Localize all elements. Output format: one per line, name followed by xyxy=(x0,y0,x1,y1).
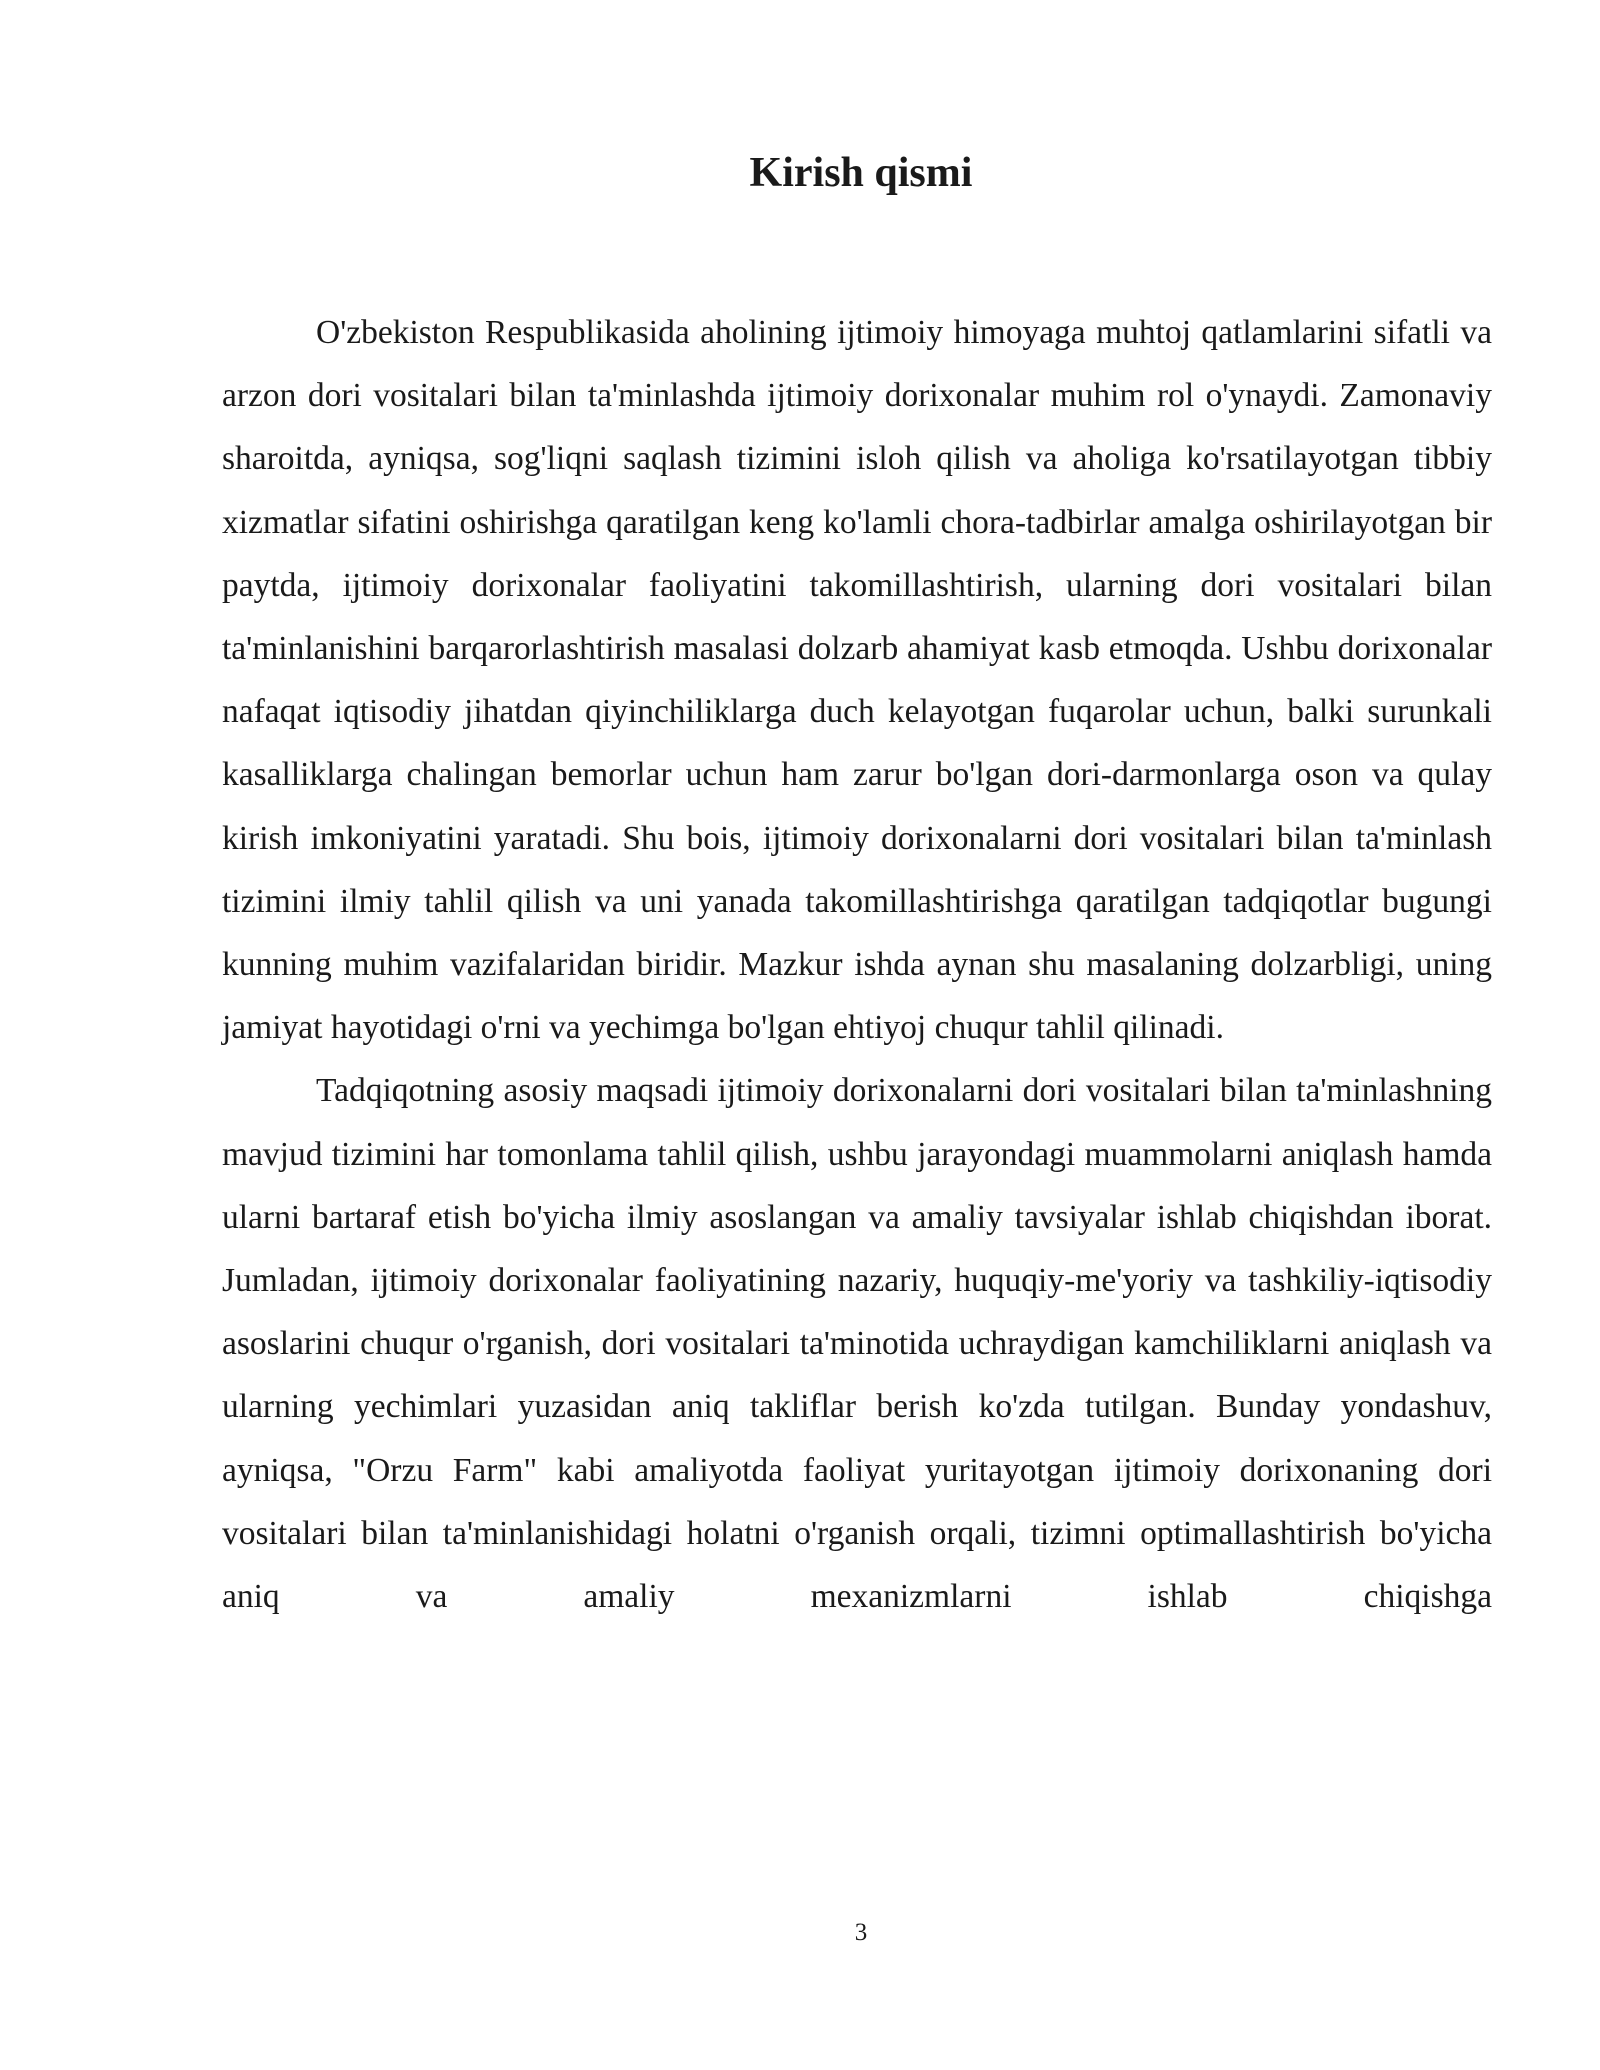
page-title: Kirish qismi xyxy=(749,150,973,196)
body-text xyxy=(222,301,1492,1628)
page-number: 3 xyxy=(854,1919,868,1946)
paragraph-intro: O'zbekiston Respublikasida aholining ijtimoiy himoyaga muhtoj qatlamlarini sifatli va arzon dori vositalari bilan ta'minlashda ijtimoiy dorixonalar muhim rol o'ynaydi. Zamonaviy sharoitda, ayniqsa, sog'liqni saqlash tizimini isloh qilish va aholiga ko'rsatilayotgan tibbiy xizmatlar sifatini oshirishga qaratilgan keng ko'lamli chora-tadbirlar amalga oshirilayotgan bir paytda, ijtimoiy dorixonalar faoliyatini takomillashtirish, ularning dori vositalari bilan ta'minlanishini barqarorlashtirish masalasi dolzarb ahamiyat kasb etmoqda. Ushbu dorixonalar nafaqat iqtisodiy jihatdan qiyinchiliklarga duch kelayotgan fuqarolar uchun, balki surunkali kasalliklarga chalingan bemorlar uchun ham zarur bo'lgan dori-darmonlarga oson va qulay kirish imkoniyatini yaratadi. Shu bois, ijtimoiy dorixonalarni dori vositalari bilan ta'minlash tizimini ilmiy tahlil qilish va uni yanada takomillashtirishga qaratilgan tadqiqotlar bugungi kunning muhim vazifalaridan biridir. Mazkur ishda aynan shu masalaning dolzarbligi, uning jamiyat hayotidagi o'rni va yechimga bo'lgan ehtiyoj chuqur tahlil qilinadi. xyxy=(222,314,1492,1047)
paragraph-goal: Tadqiqotning asosiy maqsadi ijtimoiy dorixonalarni dori vositalari bilan ta'minlashning mavjud tizimini har tomonlama tahlil qilish, ushbu jarayondagi muammolarni aniqlash hamda ularni bartaraf etish bo'yicha ilmiy asoslangan va amaliy tavsiyalar ishlab chiqishdan iborat. Jumladan, ijtimoiy dorixonalar faoliyatining nazariy, huquqiy-me'yoriy va tashkiliy-iqtisodiy asoslarini chuqur o'rganish, dori vositalari ta'minotida uchraydigan kamchiliklarni aniqlash va ularning yechimlari yuzasidan aniq takliflar berish ko'zda tutilgan. Bunday yondashuv, ayniqsa, "Orzu Farm" kabi amaliyotda faoliyat yuritayotgan ijtimoiy dorixonaning dori vositalari bilan ta'minlanishidagi holatni o'rganish orqali, tizimni optimallashtirish bo'yicha aniq va amaliy mexanizmlarni ishlab chiqishga xyxy=(222,1072,1492,1616)
